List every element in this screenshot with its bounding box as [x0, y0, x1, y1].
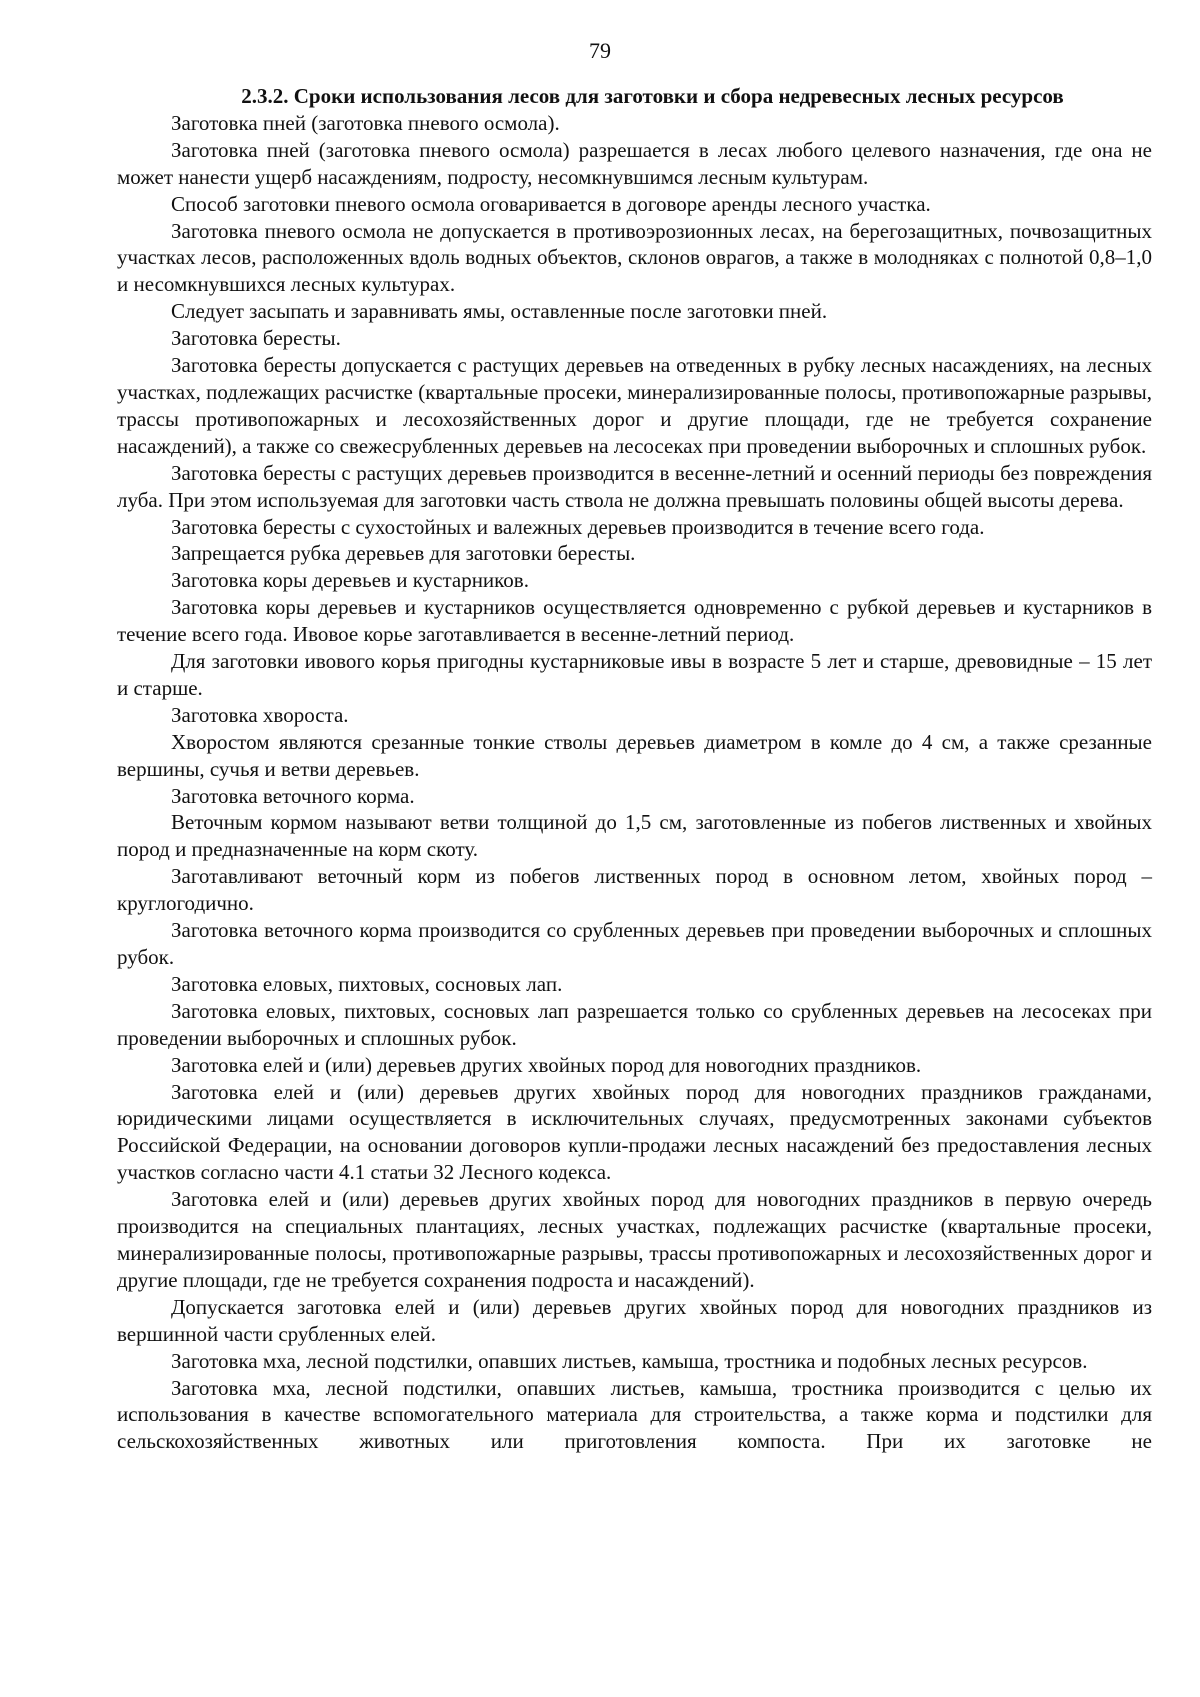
paragraph: Заготовка мха, лесной подстилки, опавших листьев, камыша, тростника и подобных лесных ресурсов. — [171, 1348, 1088, 1373]
paragraph: Заготовка еловых, пихтовых, сосновых лап разрешается только со срубленных деревьев на лесосеках при проведении выборочных и сплошных рубок. — [117, 998, 1152, 1050]
paragraph: Заготовка пней (заготовка пневого осмола) разрешается в лесах любого целевого назначения, где она не может нанести ущерб насаждениям, подросту, несомкнувшимся лесным культурам. — [117, 137, 1152, 189]
paragraph: Заготовка веточного корма производится со срубленных деревьев при проведении выборочных и сплошных рубок. — [117, 918, 1152, 969]
paragraph: Запрещается рубка деревьев для заготовки бересты. — [171, 541, 636, 566]
paragraph: Заготовка пневого осмола не допускается в противоэрозионных лесах, на берегозащитных, почвозащитных участках лесов, расположенных вдоль водных объектов, склонов оврагов, а также в молодняках с полнотой 0,8–1,0 и несомкнувшихся лесных культурах. — [117, 218, 1152, 297]
paragraph: Заготовка елей и (или) деревьев других хвойных пород для новогодних праздников гражданами, юридическими лицами осуществляется в исключительных случаях, предусмотренных законами субъектов Российской Федерации, на основании договоров купли-продажи лесных насаждений без предоставления лесных участков согласно части 4.1 статьи 32 Лесного кодекса. — [117, 1079, 1152, 1185]
paragraph: Заготовка бересты с сухостойных и валежных деревьев производится в течение всего года. — [171, 514, 985, 539]
paragraph: Заготовка хвороста. — [171, 702, 349, 727]
paragraph: Следует засыпать и заравнивать ямы, оставленные после заготовки пней. — [171, 299, 828, 324]
paragraph: Заготовка бересты. — [171, 326, 341, 351]
paragraph: Заготовка елей и (или) деревьев других хвойных пород для новогодних праздников. — [171, 1052, 922, 1077]
paragraph: Заготавливают веточный корм из побегов лиственных пород в основном летом, хвойных пород – круглогодично. — [117, 864, 1152, 916]
page-number: 79 — [589, 38, 611, 63]
paragraph: Заготовка пней (заготовка пневого осмола). — [171, 110, 560, 135]
page-body — [117, 83, 1152, 1455]
paragraph: Хворостом являются срезанные тонкие стволы деревьев диаметром в комле до 4 см, а также срезанные вершины, сучья и ветви деревьев. — [117, 729, 1152, 781]
paragraph: Заготовка мха, лесной подстилки, опавших листьев, камыша, тростника производится с целью их использования в качестве вспомогательного материала для строительства, а также корма и подстилки для сельскохозяйственных животных или приготовления компоста. При их заготовке не — [117, 1375, 1152, 1454]
paragraph: Допускается заготовка елей и (или) деревьев других хвойных пород для новогодних праздников из вершинной части срубленных елей. — [117, 1294, 1152, 1346]
paragraph: Веточным кормом называют ветви толщиной до 1,5 см, заготовленные из побегов лиственных и хвойных пород и предназначенные на корм скоту. — [117, 810, 1152, 862]
paragraph: Для заготовки ивового корья пригодны кустарниковые ивы в возрасте 5 лет и старше, древовидные – 15 лет и старше. — [117, 649, 1152, 700]
paragraph: Способ заготовки пневого осмола оговаривается в договоре аренды лесного участка. — [171, 191, 931, 216]
paragraph: Заготовка бересты допускается с растущих деревьев на отведенных в рубку лесных насаждениях, на лесных участках, подлежащих расчистке (квартальные просеки, минерализированные полосы, противопожарные разрывы, трассы противопожарных и лесохозяйственных дорог и другие площади, где не требуется сохранение насаждений), а также со свежесрубленных деревьев на лесосеках при проведении выборочных и сплошных рубок. — [117, 353, 1152, 458]
section-heading: 2.3.2. Сроки использования лесов для заготовки и сбора недревесных лесных ресурсов — [241, 84, 1064, 108]
paragraph: Заготовка еловых, пихтовых, сосновых лап. — [171, 971, 563, 996]
paragraph: Заготовка бересты с растущих деревьев производится в весенне-летний и осенний периоды без повреждения луба. При этом используемая для заготовки часть ствола не должна превышать половины общей высоты дерева. — [117, 460, 1152, 512]
paragraph: Заготовка елей и (или) деревьев других хвойных пород для новогодних праздников в первую очередь производится на специальных плантациях, лесных участках, подлежащих расчистке (квартальные просеки, минерализированные полосы, противопожарные разрывы, трассы противопожарных и лесохозяйственных дорог и другие площади, где не требуется сохранения подроста и насаждений). — [117, 1187, 1152, 1292]
paragraph: Заготовка коры деревьев и кустарников осуществляется одновременно с рубкой деревьев и кустарников в течение всего года. Ивовое корье заготавливается в весенне-летний период. — [117, 595, 1152, 647]
paragraph: Заготовка веточного корма. — [171, 783, 415, 808]
paragraph: Заготовка коры деревьев и кустарников. — [171, 568, 529, 593]
